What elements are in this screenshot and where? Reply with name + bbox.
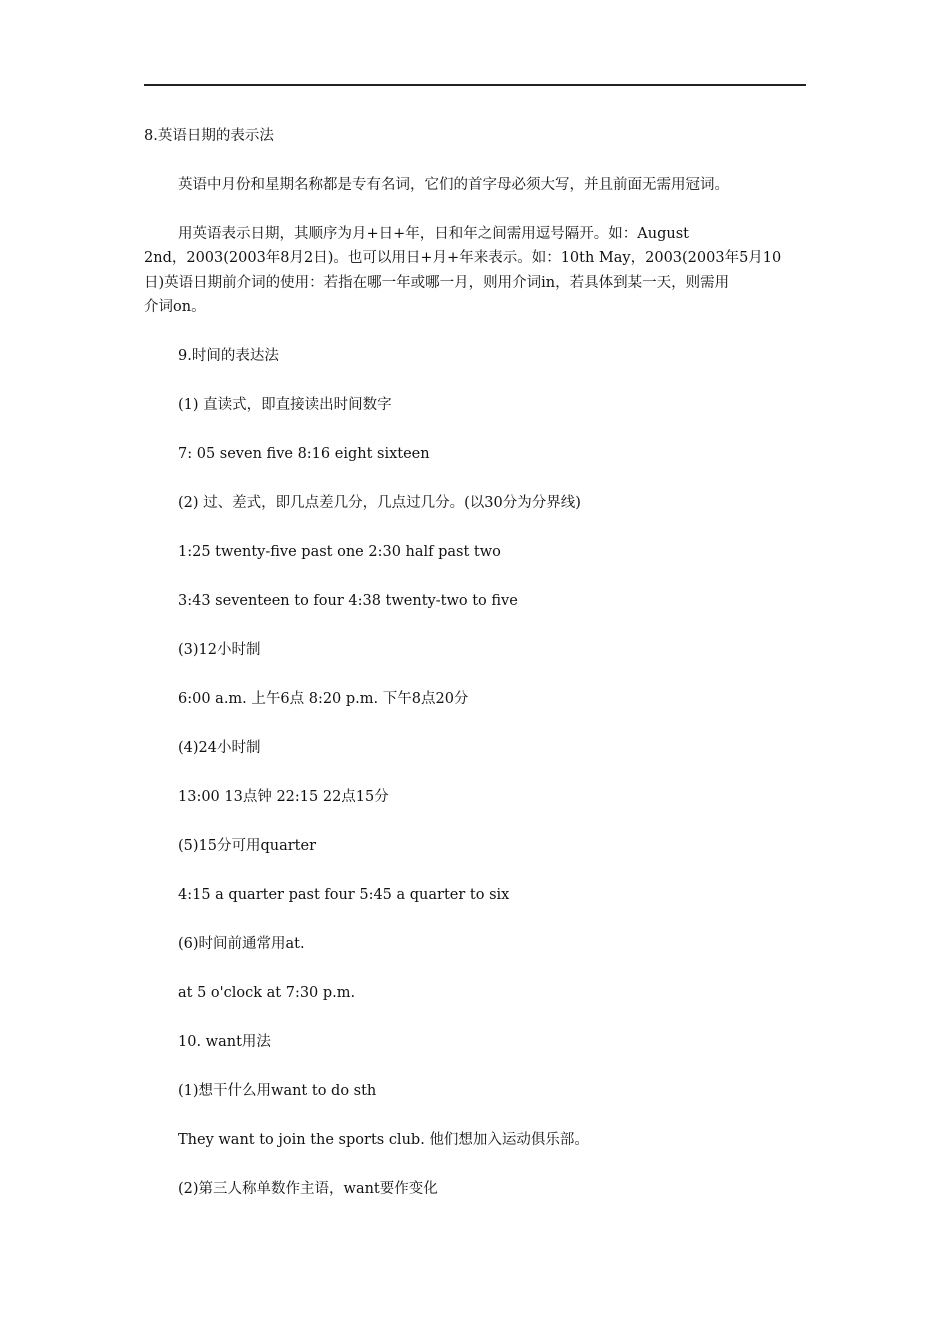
section-heading-8: 8.英语日期的表示法 bbox=[144, 128, 274, 144]
example-line: 7: 05 seven five 8:16 eight sixteen bbox=[178, 446, 430, 462]
example-line: 4:15 a quarter past four 5:45 a quarter to six bbox=[178, 887, 510, 903]
list-item: (2)第三人称单数作主语，want要作变化 bbox=[178, 1181, 438, 1197]
list-item: (2) 过、差式，即几点差几分，几点过几分。(以30分为分界线) bbox=[178, 495, 581, 511]
list-item: (1)想干什么用want to do sth bbox=[178, 1083, 377, 1099]
list-item: (3)12小时制 bbox=[178, 642, 261, 658]
paragraph: 英语中月份和星期名称都是专有名词，它们的首字母必须大写，并且前面无需用冠词。 bbox=[178, 177, 729, 193]
example-line: 3:43 seventeen to four 4:38 twenty-two to five bbox=[178, 593, 518, 609]
paragraph-line: 2nd，2003(2003年8月2日)。也可以用日+月+年来表示。如：10th May，2003(2003年5月10 bbox=[144, 250, 782, 266]
example-line: 1:25 twenty-five past one 2:30 half past two bbox=[178, 544, 501, 560]
list-item: (6)时间前通常用at. bbox=[178, 936, 305, 952]
list-item: (4)24小时制 bbox=[178, 740, 261, 756]
example-line: at 5 o'clock at 7:30 p.m. bbox=[178, 985, 356, 1001]
paragraph-line: 日)英语日期前介词的使用：若指在哪一年或哪一月，则用介词in，若具体到某一天，则需用 bbox=[144, 275, 730, 291]
section-heading-9: 9.时间的表达法 bbox=[178, 348, 279, 364]
paragraph-line: 介词on。 bbox=[144, 299, 206, 315]
paragraph: 用英语表示日期，其顺序为月+日+年，日和年之间需用逗号隔开。如：August bbox=[178, 226, 689, 242]
list-item: (5)15分可用quarter bbox=[178, 838, 317, 854]
list-item: (1) 直读式，即直接读出时间数字 bbox=[178, 397, 392, 413]
example-line: 6:00 a.m. 上午6点 8:20 p.m. 下午8点20分 bbox=[178, 691, 469, 707]
header-rule bbox=[144, 84, 806, 86]
section-heading-10: 10. want用法 bbox=[178, 1034, 271, 1050]
example-line: They want to join the sports club. 他们想加入运动俱乐部。 bbox=[178, 1132, 589, 1148]
example-line: 13:00 13点钟 22:15 22点15分 bbox=[178, 789, 389, 805]
